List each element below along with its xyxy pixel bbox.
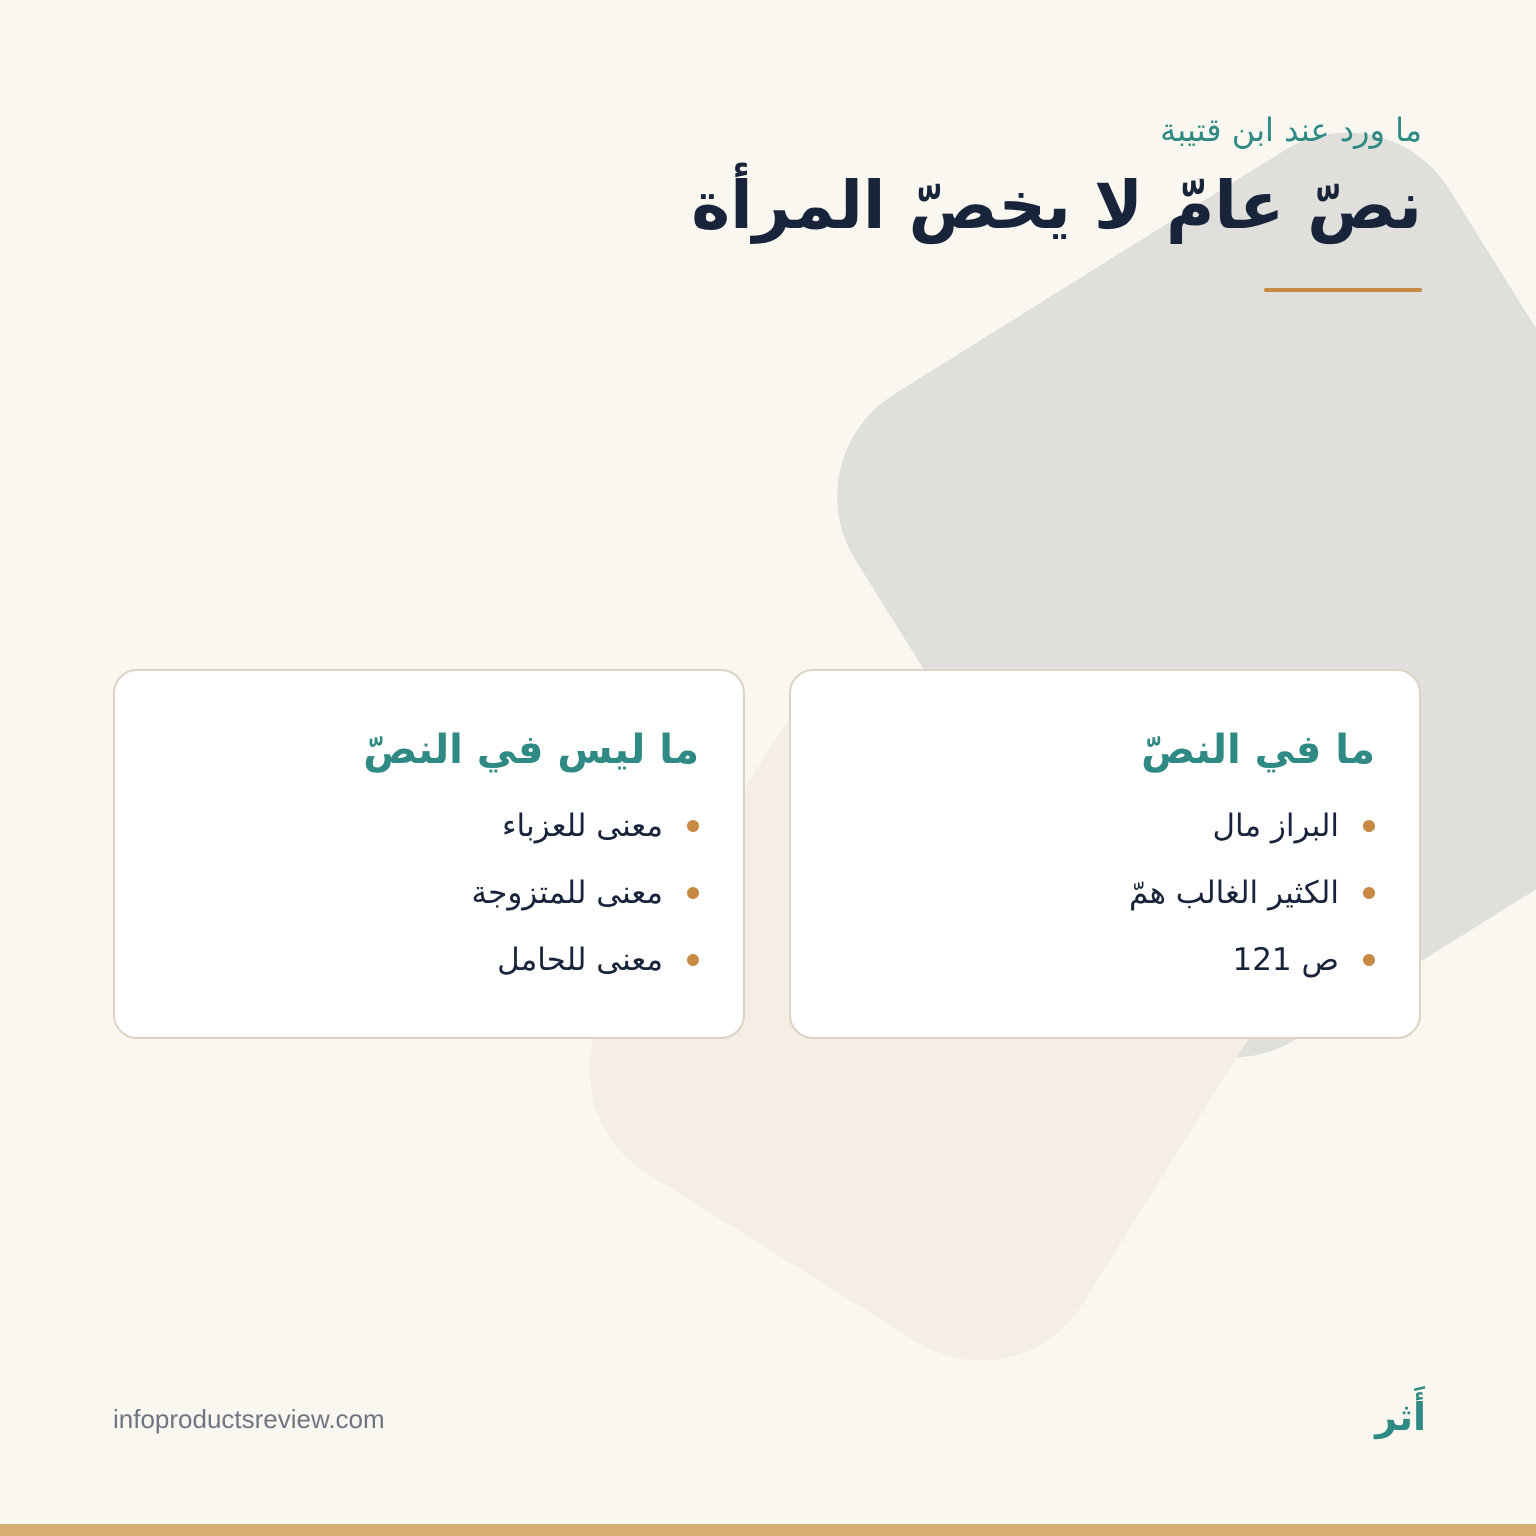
bullet-icon [687,820,699,832]
bullet-icon [687,887,699,899]
list-item-text: معنى للمتزوجة [471,875,663,911]
card-heading-in-text: ما في النصّ [1141,727,1375,773]
slide-subtitle: ما ورد عند ابن قتيبة [1160,111,1422,149]
list-item [472,803,699,849]
list-item [1129,870,1375,916]
bullet-icon [1363,954,1375,966]
list-item-text: معنى للحامل [497,942,663,978]
slide-header [522,106,1422,292]
list-item-text: ص 121 [1232,942,1339,978]
list-item [1129,937,1375,983]
bullet-icon [687,954,699,966]
bottom-accent-bar [0,1524,1536,1536]
list-item [472,937,699,983]
list-item-text: معنى للعزباء [501,808,663,844]
card-heading-not-in-text: ما ليس في النصّ [363,727,699,773]
title-divider [1264,288,1422,292]
card-not-in-text [113,669,745,1039]
card-list-not-in-text [472,803,699,1004]
bullet-icon [1363,887,1375,899]
list-item-text: الكثير الغالب همّ [1128,875,1339,911]
card-in-text [789,669,1421,1039]
list-item [472,870,699,916]
card-list-in-text [1129,803,1375,1004]
list-item [1129,803,1375,849]
list-item-text: البراز مال [1212,808,1339,844]
bullet-icon [1363,820,1375,832]
brand-logo-text: أَثر [1375,1395,1426,1439]
slide-title: نصّ عامّ لا يخصّ المرأة [691,167,1422,244]
website-url: infoproductsreview.com [113,1404,385,1434]
